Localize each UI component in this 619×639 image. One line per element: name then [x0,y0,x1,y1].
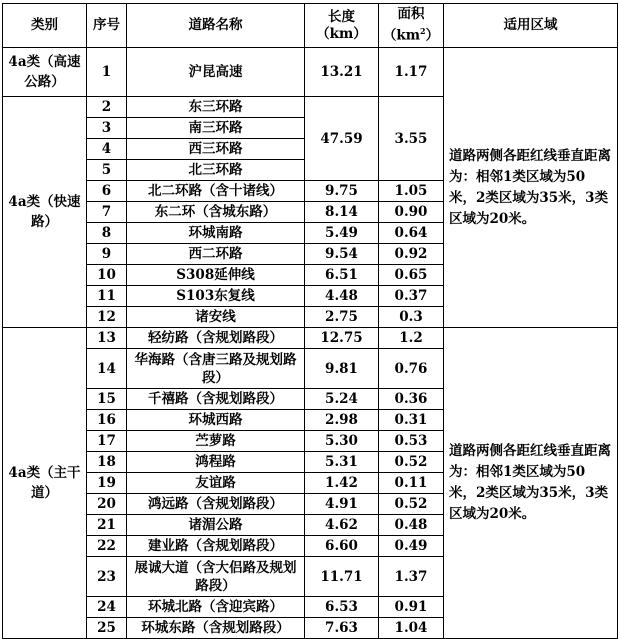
road-length: 7.63 [305,618,379,639]
road-name: 南三环路 [127,118,305,139]
road-length: 6.53 [305,597,379,618]
road-name: 沪昆高速 [127,48,305,97]
header-length [305,4,379,48]
road-area: 0.49 [379,536,444,557]
road-name: 环城东路（含规划路段） [127,618,305,639]
road-area: 0.48 [379,515,444,536]
road-length: 9.81 [305,349,379,389]
road-length: 4.91 [305,494,379,515]
road-length: 4.48 [305,286,379,307]
row-index: 25 [87,618,127,639]
header-area-label: 面积 [397,6,425,23]
road-length: 12.75 [305,328,379,349]
row-index: 14 [87,349,127,389]
header-length-unit: （km） [316,25,367,42]
road-name: 华海路（含唐三路及规划路段） [127,349,305,389]
header-road-name: 道路名称 [127,4,305,48]
row-index: 24 [87,597,127,618]
road-length: 5.30 [305,431,379,452]
row-index: 2 [87,97,127,118]
row-index: 7 [87,202,127,223]
road-area: 1.17 [379,48,444,97]
road-name: 诸安线 [127,307,305,328]
header-row [3,4,618,48]
road-length: 9.75 [305,181,379,202]
row-index: 15 [87,389,127,410]
road-area: 0.91 [379,597,444,618]
road-area: 0.65 [379,265,444,286]
road-length: 9.54 [305,244,379,265]
road-area: 0.11 [379,473,444,494]
header-index: 序号 [87,4,127,48]
row-index: 10 [87,265,127,286]
row-index: 4 [87,139,127,160]
road-area: 0.92 [379,244,444,265]
road-name: 千禧路（含规划路段） [127,389,305,410]
road-name: 东二环（含城东路） [127,202,305,223]
road-noise-zone-table [2,3,618,639]
road-area: 0.36 [379,389,444,410]
row-index: 12 [87,307,127,328]
region-expressway: 道路两侧各距红线垂直距离为：相邻1类区域为50米，2类区域为35米，3类区域为20米。 [444,48,618,328]
road-name: 鸿程路 [127,452,305,473]
category-expressway: 4a类（快速路） [3,97,87,328]
header-length-label: 长度 [328,8,355,25]
row-index: 9 [87,244,127,265]
header-area [379,4,444,48]
road-length: 6.51 [305,265,379,286]
road-length: 5.49 [305,223,379,244]
road-area: 0.52 [379,494,444,515]
road-area: 0.53 [379,431,444,452]
road-length: 8.14 [305,202,379,223]
row-index: 8 [87,223,127,244]
road-name: 展诚大道（含大侣路及规划路段） [127,557,305,597]
road-name: 友谊路 [127,473,305,494]
road-name: 环城南路 [127,223,305,244]
road-length: 4.62 [305,515,379,536]
road-length: 1.42 [305,473,379,494]
road-name: 环城西路 [127,410,305,431]
road-length: 5.24 [305,389,379,410]
road-area: 0.52 [379,452,444,473]
road-area: 1.2 [379,328,444,349]
road-name: 北二环路（含十诸线） [127,181,305,202]
road-name: S308延伸线 [127,265,305,286]
road-area: 0.76 [379,349,444,389]
road-name: 环城北路（含迎宾路） [127,597,305,618]
road-area: 1.05 [379,181,444,202]
road-name: 建业路（含规划路段） [127,536,305,557]
road-name: 北三环路 [127,160,305,181]
road-area: 0.31 [379,410,444,431]
category-arterial: 4a类（主干道） [3,328,87,639]
road-length: 5.31 [305,452,379,473]
row-index: 20 [87,494,127,515]
category-highway: 4a类（高速公路） [3,48,87,97]
road-length: 2.98 [305,410,379,431]
road-length: 2.75 [305,307,379,328]
row-index: 13 [87,328,127,349]
row-index: 21 [87,515,127,536]
table-row [3,328,618,349]
road-name: 诸湄公路 [127,515,305,536]
road-length: 13.21 [305,48,379,97]
road-length: 6.60 [305,536,379,557]
row-index: 19 [87,473,127,494]
row-index: 17 [87,431,127,452]
row-index: 3 [87,118,127,139]
row-index: 11 [87,286,127,307]
road-area: 0.37 [379,286,444,307]
road-area: 1.37 [379,557,444,597]
road-area: 0.90 [379,202,444,223]
row-index: 6 [87,181,127,202]
road-name: 东三环路 [127,97,305,118]
header-region: 适用区域 [444,4,618,48]
row-index: 23 [87,557,127,597]
row-index: 5 [87,160,127,181]
row-index: 16 [87,410,127,431]
road-name: S103东复线 [127,286,305,307]
header-category: 类别 [3,4,87,48]
road-name: 西二环路 [127,244,305,265]
region-arterial: 道路两侧各距红线垂直距离为：相邻1类区域为50米，2类区域为35米，3类区域为20米。 [444,328,618,639]
road-name: 轻纺路（含规划路段） [127,328,305,349]
row-index: 18 [87,452,127,473]
road-area: 0.3 [379,307,444,328]
row-index: 22 [87,536,127,557]
road-length: 11.71 [305,557,379,597]
road-length: 47.59 [305,97,379,181]
row-index: 1 [87,48,127,97]
header-area-unit-close: ） [425,27,440,44]
road-area: 1.04 [379,618,444,639]
road-name: 西三环路 [127,139,305,160]
road-area: 0.64 [379,223,444,244]
header-area-unit: （km [382,27,421,44]
road-name: 鸿远路（含规划路段） [127,494,305,515]
road-area: 3.55 [379,97,444,181]
table-row [3,48,618,97]
header-area-unit-exp: 2 [420,26,426,37]
road-name: 苎萝路 [127,431,305,452]
